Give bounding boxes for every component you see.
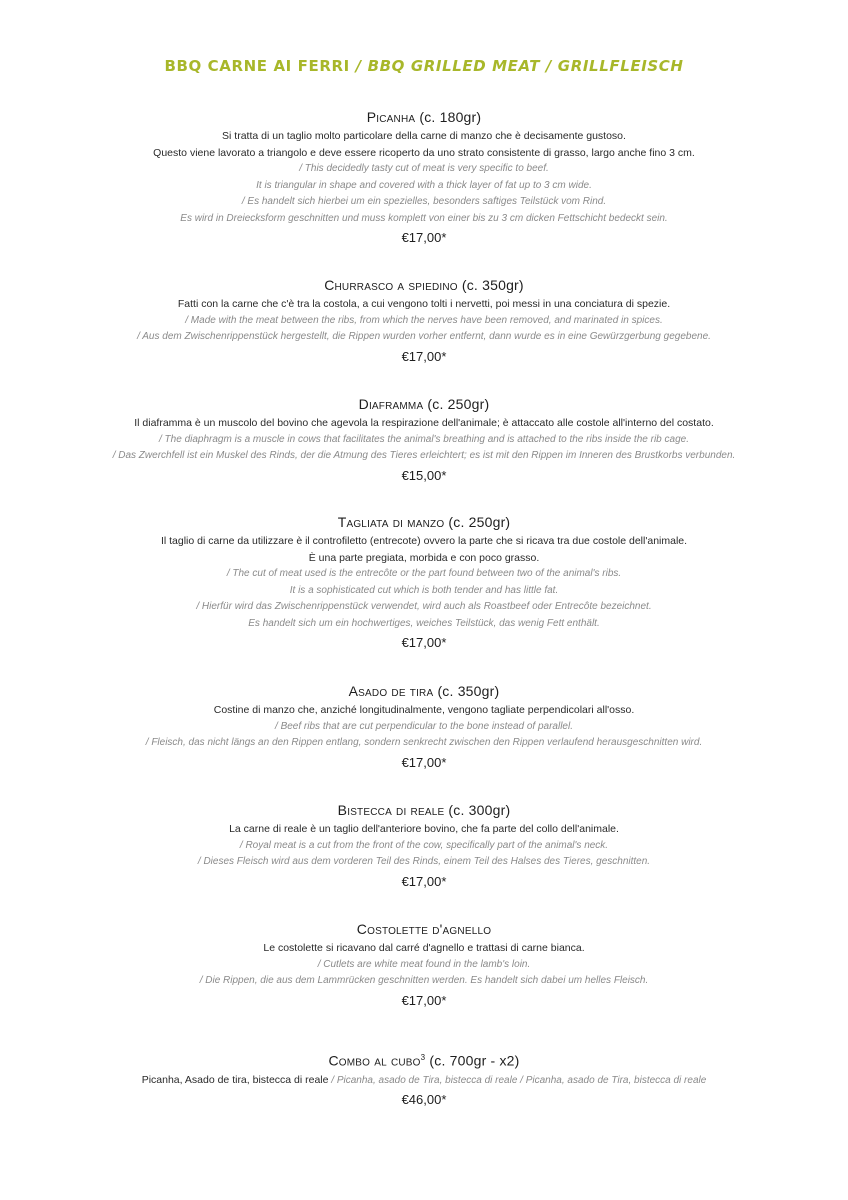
description-line: [0, 1072, 848, 1090]
description-german: / Das Zwerchfell ist ein Muskel des Rinds, der die Atmung des Tieres erleichtert; es ist mit den Rippen im Inneren des Brustkorbs verbunden.: [112, 450, 736, 461]
description-italian: Le costolette si ricavano dal carré d'agnello e trattasi di carne bianca.: [263, 942, 585, 954]
dish-asado-de-tira: [0, 681, 848, 773]
description-italian: La carne di reale è un taglio dell'anteriore bovino, che fa parte del collo dell'animale.: [229, 823, 619, 835]
dish-price: €17,00*: [401, 230, 447, 245]
dish-price: €17,00*: [401, 348, 447, 364]
dish-name: Tagliata di manzo: [337, 514, 445, 530]
dish-weight: (c. 180gr): [415, 109, 482, 125]
dish-title: [0, 800, 848, 820]
dish-name: Diaframma: [358, 396, 424, 412]
dish-costolette-agnello: [0, 919, 848, 1011]
dish-price: €17,00*: [401, 754, 447, 770]
dish-weight: (c. 250gr): [423, 396, 490, 412]
dish-title: [0, 681, 848, 701]
description-german: / Hierfür wird das Zwischenrippenstück verwendet, wird auch als Roastbeef oder Entrecôte bezeichnet.: [196, 601, 652, 612]
description-italian: Il taglio di carne da utilizzare è il controfiletto (entrecote) ovvero la parte che si ricava tra due costole dell'animale.: [160, 535, 688, 547]
dish-price: €17,00*: [401, 873, 447, 889]
dish-price: €17,00*: [401, 992, 447, 1008]
description-english: / The cut of meat used is the entrecôte or the part found between two of the animal's ribs.: [226, 568, 622, 579]
description-german: Es wird in Dreiecksform geschnitten und muss komplett von einer bis zu 3 cm dicken Fettschicht bedeckt sein.: [180, 212, 668, 224]
dish-tagliata: [0, 512, 848, 653]
description-english: / This decidedly tasty cut of meat is very specific to beef.: [299, 163, 549, 174]
description-italian: Fatti con la carne che c'è tra la costola, a cui vengono tolti i nervetti, poi messi in una conciatura di spezie.: [177, 298, 671, 310]
description-english: / Royal meat is a cut from the front of the cow, specifically part of the animal's neck.: [239, 839, 609, 851]
description-translations: / Picanha, asado de Tira, bistecca di reale / Picanha, asado de Tira, bistecca di reale: [328, 1074, 707, 1086]
dish-diaframma: [0, 394, 848, 486]
dish-churrasco: [0, 275, 848, 367]
dish-weight: (c. 250gr): [444, 514, 511, 530]
description-italian: Questo viene lavorato a triangolo e deve essere ricoperto da uno strato consistente di grasso, largo anche fino 3 cm.: [153, 146, 695, 159]
dish-combo-al-cubo: [0, 1048, 848, 1110]
description-german: / Es handelt sich hierbei um ein spezielles, besonders saftiges Teilstück vom Rind.: [241, 196, 607, 207]
dish-bistecca-di-reale: [0, 800, 848, 892]
description-german: / Dieses Fleisch wird aus dem vorderen Teil des Rinds, einem Teil des Halses des Tieres, geschnitten.: [197, 856, 651, 867]
description-english: / Cutlets are white meat found in the lamb's loin.: [317, 958, 531, 970]
dish-name: Costolette d'agnello: [356, 921, 492, 937]
description-english: It is triangular in shape and covered with a thick layer of fat up to 3 cm wide.: [256, 179, 592, 191]
dish-title: [0, 275, 848, 295]
dish-weight: (c. 300gr): [444, 802, 511, 818]
description-english: It is a sophisticated cut which is both tender and has little fat.: [289, 584, 559, 596]
dish-title: [0, 512, 848, 532]
description-italian: Picanha, Asado de tira, bistecca di reale: [141, 1073, 329, 1086]
dish-title: [0, 394, 848, 414]
dish-weight: (c. 700gr - x2): [425, 1052, 520, 1069]
description-english: / Made with the meat between the ribs, from which the nerves have been removed, and marinated in spices.: [185, 314, 663, 326]
description-german: / Fleisch, das nicht längs an den Rippen entlang, sondern senkrecht zwischen den Rippen verlaufend herausgeschnitten wird.: [145, 737, 703, 748]
dish-name: Combo al cubo: [328, 1052, 421, 1069]
superscript: 3: [420, 1053, 426, 1062]
dish-price: €15,00*: [401, 467, 447, 483]
description-german: / Aus dem Zwischenrippenstück hergestellt, die Rippen wurden vorher entfernt, dann wurde es in eine Gewürzgerbung gegebene.: [137, 331, 711, 342]
dish-title: [0, 107, 848, 127]
dish-name: Picanha: [366, 109, 416, 125]
description-english: / Beef ribs that are cut perpendicular to the bone instead of parallel.: [275, 720, 573, 732]
description-italian: Il diaframma è un muscolo del bovino che agevola la respirazione dell'animale; è attaccato alle costole all'interno del costato.: [134, 417, 714, 429]
dish-title: [0, 919, 848, 939]
dish-name: Asado de tira: [348, 683, 434, 699]
section-title-italian: BBQ CARNE AI FERRI: [164, 57, 350, 75]
section-title-translations: / BBQ GRILLED MEAT / GRILLFLEISCH: [349, 57, 684, 75]
dish-name: Bistecca di reale: [337, 802, 445, 818]
description-italian: È una parte pregiata, morbida e con poco grasso.: [308, 551, 540, 564]
menu-section-title: [0, 57, 848, 75]
dish-weight: (c. 350gr): [433, 683, 500, 699]
description-italian: Costine di manzo che, anziché longitudinalmente, vengono tagliate perpendicolari all'osso.: [213, 704, 635, 716]
description-german: Es handelt sich um ein hochwertiges, weiches Teilstück, das wenig Fett enthält.: [248, 617, 600, 629]
dish-weight: (c. 350gr): [457, 277, 524, 293]
dish-title: [0, 1048, 848, 1071]
dish-picanha: [0, 107, 848, 248]
dish-price: €46,00*: [401, 1092, 447, 1108]
dish-price: €17,00*: [401, 635, 447, 650]
dish-name: Churrasco a spiedino: [324, 277, 458, 293]
description-italian: Si tratta di un taglio molto particolare della carne di manzo che è decisamente gustoso.: [222, 130, 626, 142]
description-german: / Die Rippen, die aus dem Lammrücken geschnitten werden. Es handelt sich dabei um helles Fleisch.: [199, 975, 649, 986]
description-english: / The diaphragm is a muscle in cows that facilitates the animal's breathing and is attached to the ribs inside the rib cage.: [159, 433, 689, 445]
